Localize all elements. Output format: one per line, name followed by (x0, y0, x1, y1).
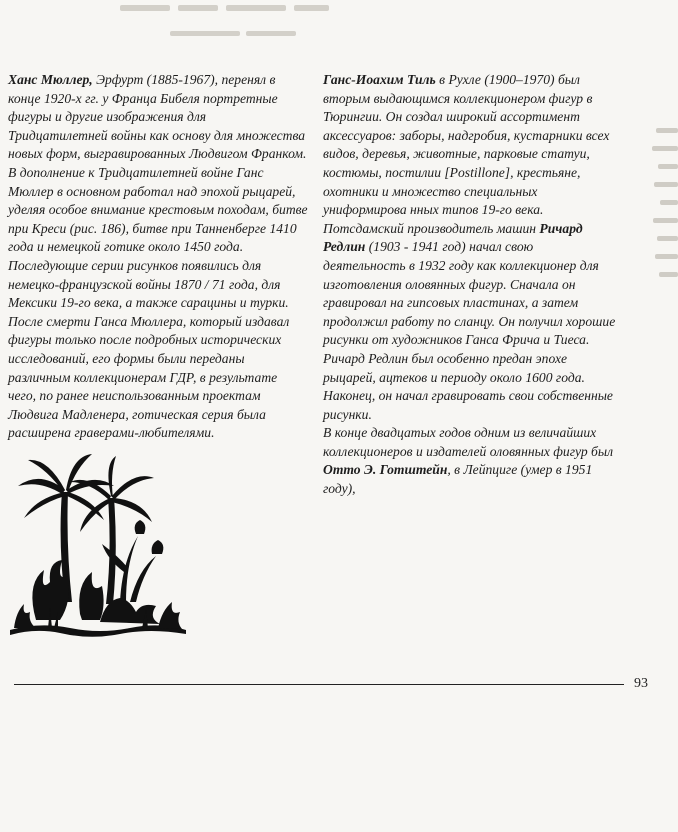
paragraph-hans-mueller (8, 71, 308, 164)
bleed-through-text-top (60, 2, 480, 40)
paragraph-text: в Рухле (1900–1970) был вторым выдающимся коллекционером фигур в Тюрингии. Он создал широкий ассортимент аксессуаров: заборы, надгробия, кустарники всех видов, деревья, животные, парковые статуи, костюмы, постилии [Postillone], крестьяне, охотники и множество специальных униформирова нных типов 19-го века. (323, 72, 610, 218)
bleed-through-text-right (648, 120, 678, 290)
paragraph-text: Потсдамский производитель машин (323, 220, 540, 236)
person-name-richard-redlin: Ричард Редлин (323, 220, 583, 255)
paragraph-mueller-works: В дополнение к Тридцатилетней войне Ганс Мюллер в основном работал над эпохой рыцарей, уделяя особое внимание крестовым походам, битве при Креси (рис. 186), битве при Танненберге 1410 года и немецкой готике около 1450 года. Последующие серии рисунков появились для немецко-французской войны 1870 / 71 года, для Мексики 19-го века, а также сарацины и турки. После смерти Ганса Мюллера, который издавал фигуры только после подробных исторических исследований, его формы были переданы различным коллекционерам ГДР, в результате чего, по ранее неиспользованным проектам Людвига Мадленера, готическая серия была расширена граверами-любителями. (8, 164, 308, 441)
paragraph-text: В конце двадцатых годов одним из величайших коллекционеров и издателей оловянных фигур был (323, 425, 614, 459)
person-name-hans-joachim-thiel: Ганс-Иоахим Тиль (323, 72, 436, 87)
paragraph-richard-redlin (323, 220, 619, 425)
left-text-column (8, 71, 308, 443)
palm-trees-silhouette-icon (10, 452, 186, 642)
paragraph-text: Эрфурт (1885-1967), перенял в конце 1920-х гг. у Франца Бибеля портретные фигуры и другие изображения для Тридцатилетней войны как основу для множества новых форм, выгравированных Людвигом Франком. (8, 72, 307, 162)
paragraph-text: , в Лейпциге (умер в 1951 году), (323, 462, 593, 497)
right-text-column (323, 71, 619, 499)
person-name-hans-mueller: Ханс Мюллер, (8, 72, 93, 87)
person-name-otto-gottstein: Отто Э. Готштейн (323, 462, 448, 478)
paragraph-hans-joachim-thiel (323, 71, 619, 220)
paragraph-text: (1903 - 1941 год) начал свою деятельность в 1932 году как коллекционер для изготовления оловянных фигур. Сначала он гравировал на гипсовых пластинах, а затем продолжил работу по сланцу. Он получил хорошие рисунки от художников Ганса Фрича и Тиеса. Ричард Редлин был особенно предан эпохе рыцарей, ацтеков и периоду около 1600 года. Наконец, он начал гравировать свои собственные рисунки. (323, 239, 616, 422)
footer-rule (14, 684, 624, 685)
paragraph-otto-gottstein (323, 424, 619, 498)
page-number: 93 (634, 676, 648, 691)
